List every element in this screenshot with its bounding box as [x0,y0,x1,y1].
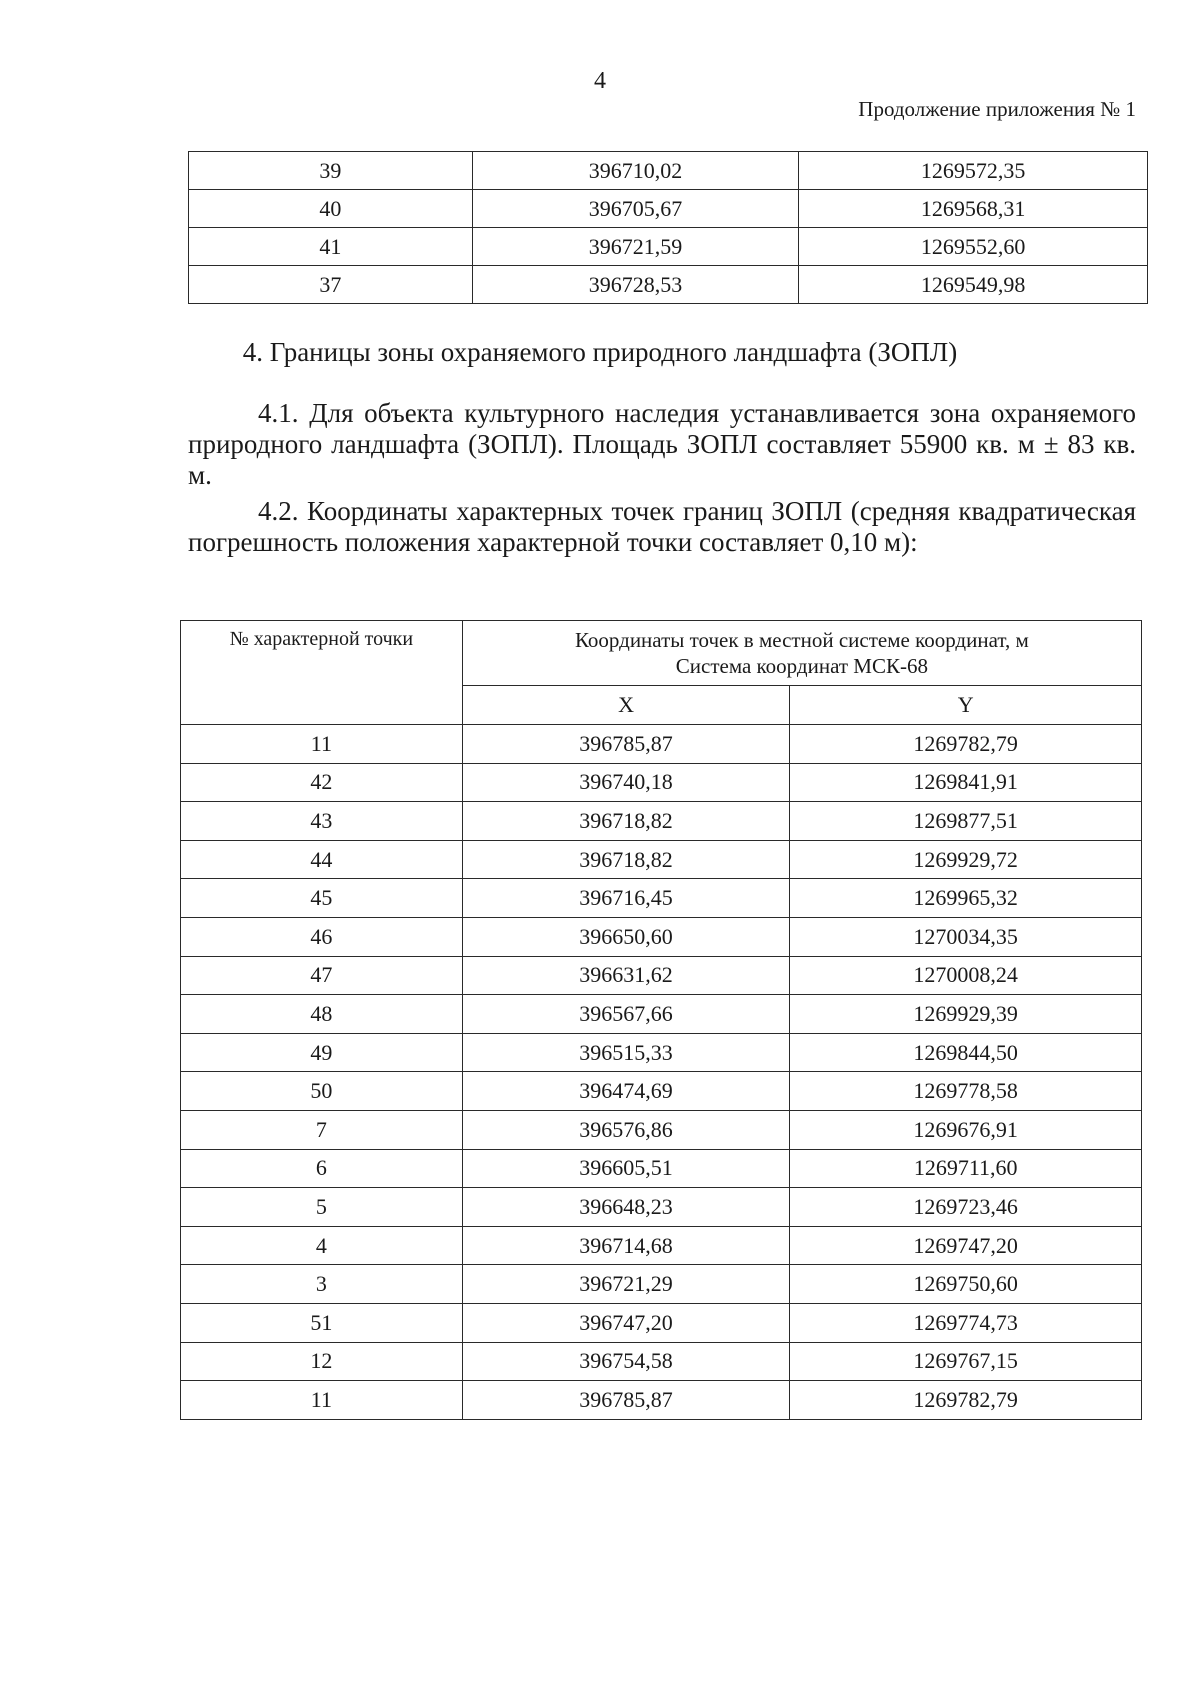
x-coordinate-cell: 396721,29 [462,1265,790,1304]
point-number-cell: 3 [181,1265,463,1304]
y-coordinate-cell: 1269774,73 [790,1303,1142,1342]
y-coordinate-cell: 1269778,58 [790,1072,1142,1111]
header-coordinates-line2: Система координат МСК-68 [675,654,928,678]
y-coordinate-cell: 1269552,60 [799,228,1148,266]
table-row [189,266,1148,304]
table-row [189,190,1148,228]
table-row [181,1226,1142,1265]
y-coordinate-cell: 1269782,79 [790,1381,1142,1420]
point-number-cell: 4 [181,1226,463,1265]
x-coordinate-cell: 396740,18 [462,763,790,802]
table-row [181,1342,1142,1381]
point-number-cell: 42 [181,763,463,802]
header-x: X [462,686,790,725]
table-row [181,1188,1142,1227]
point-number-cell: 44 [181,840,463,879]
y-coordinate-cell: 1269747,20 [790,1226,1142,1265]
y-coordinate-cell: 1269723,46 [790,1188,1142,1227]
point-number-cell: 51 [181,1303,463,1342]
x-coordinate-cell: 396714,68 [462,1226,790,1265]
point-number-cell: 6 [181,1149,463,1188]
table-row [181,879,1142,918]
point-number-cell: 45 [181,879,463,918]
x-coordinate-cell: 396754,58 [462,1342,790,1381]
header-point-number: № характерной точки [181,621,463,725]
table-row [181,802,1142,841]
x-coordinate-cell: 396515,33 [462,1033,790,1072]
y-coordinate-cell: 1270008,24 [790,956,1142,995]
paragraph-text: Для объекта культурного наследия устанавливается зона охраняемого природного ландшафта (ЗОПЛ). Площадь ЗОПЛ составляет 55900 кв. м ± 83 кв. м. [188,398,1137,490]
table-row [181,1149,1142,1188]
continuation-label: Продолжение приложения № 1 [858,97,1136,121]
x-coordinate-cell: 396785,87 [462,725,790,764]
y-coordinate-cell: 1269711,60 [790,1149,1142,1188]
header-row [181,621,1142,686]
table-row [181,725,1142,764]
table-row [181,763,1142,802]
point-number-cell: 47 [181,956,463,995]
paragraph-text: Координаты характерных точек границ ЗОПЛ (средняя квадратическая погрешность положения характерной точки составляет 0,10 м): [188,496,1136,557]
paragraph-number: 4.2. [258,496,299,526]
x-coordinate-cell: 396567,66 [462,995,790,1034]
x-coordinate-cell: 396474,69 [462,1072,790,1111]
header-coordinates [462,621,1141,686]
paragraph-4-1 [188,398,1136,491]
point-number-cell: 46 [181,917,463,956]
y-coordinate-cell: 1269549,98 [799,266,1148,304]
top-table-body [189,152,1148,304]
table-body [181,725,1142,1420]
x-coordinate-cell: 396716,45 [462,879,790,918]
y-coordinate-cell: 1269750,60 [790,1265,1142,1304]
table-row [181,1381,1142,1420]
table-row [181,1072,1142,1111]
y-coordinate-cell: 1269572,35 [799,152,1148,190]
x-coordinate-cell: 396710,02 [472,152,799,190]
paragraph-number: 4.1. [258,398,299,428]
table-row [181,1303,1142,1342]
section-heading: 4. Границы зоны охраняемого природного ландшафта (ЗОПЛ) [242,337,958,367]
point-number-cell: 43 [181,802,463,841]
table-row [181,840,1142,879]
header-coordinates-line1: Координаты точек в местной системе координат, м [574,628,1029,652]
y-coordinate-cell: 1269844,50 [790,1033,1142,1072]
x-coordinate-cell: 396785,87 [462,1381,790,1420]
y-coordinate-cell: 1270034,35 [790,917,1142,956]
y-coordinate-cell: 1269782,79 [790,725,1142,764]
table-row [189,152,1148,190]
point-number-cell: 41 [189,228,473,266]
table-row [181,917,1142,956]
x-coordinate-cell: 396631,62 [462,956,790,995]
y-coordinate-cell: 1269965,32 [790,879,1142,918]
x-coordinate-cell: 396747,20 [462,1303,790,1342]
table-row [181,956,1142,995]
page-number: 4 [594,68,606,94]
paragraph-4-2 [188,496,1136,558]
x-coordinate-cell: 396576,86 [462,1110,790,1149]
zopl-coordinates-table [180,620,1142,1420]
point-number-cell: 11 [181,725,463,764]
point-number-cell: 11 [181,1381,463,1420]
table-row [189,228,1148,266]
table-row [181,1265,1142,1304]
point-number-cell: 40 [189,190,473,228]
point-number-cell: 49 [181,1033,463,1072]
top-coordinates-table [188,151,1148,304]
point-number-cell: 39 [189,152,473,190]
x-coordinate-cell: 396648,23 [462,1188,790,1227]
x-coordinate-cell: 396705,67 [472,190,799,228]
y-coordinate-cell: 1269676,91 [790,1110,1142,1149]
x-coordinate-cell: 396718,82 [462,802,790,841]
x-coordinate-cell: 396718,82 [462,840,790,879]
table-row [181,1110,1142,1149]
table-row [181,1033,1142,1072]
x-coordinate-cell: 396728,53 [472,266,799,304]
point-number-cell: 12 [181,1342,463,1381]
y-coordinate-cell: 1269877,51 [790,802,1142,841]
point-number-cell: 37 [189,266,473,304]
y-coordinate-cell: 1269767,15 [790,1342,1142,1381]
point-number-cell: 48 [181,995,463,1034]
x-coordinate-cell: 396721,59 [472,228,799,266]
table-header [181,621,1142,725]
y-coordinate-cell: 1269841,91 [790,763,1142,802]
x-coordinate-cell: 396650,60 [462,917,790,956]
header-y: Y [790,686,1142,725]
y-coordinate-cell: 1269929,39 [790,995,1142,1034]
point-number-cell: 50 [181,1072,463,1111]
point-number-cell: 5 [181,1188,463,1227]
y-coordinate-cell: 1269929,72 [790,840,1142,879]
table-row [181,995,1142,1034]
x-coordinate-cell: 396605,51 [462,1149,790,1188]
y-coordinate-cell: 1269568,31 [799,190,1148,228]
point-number-cell: 7 [181,1110,463,1149]
